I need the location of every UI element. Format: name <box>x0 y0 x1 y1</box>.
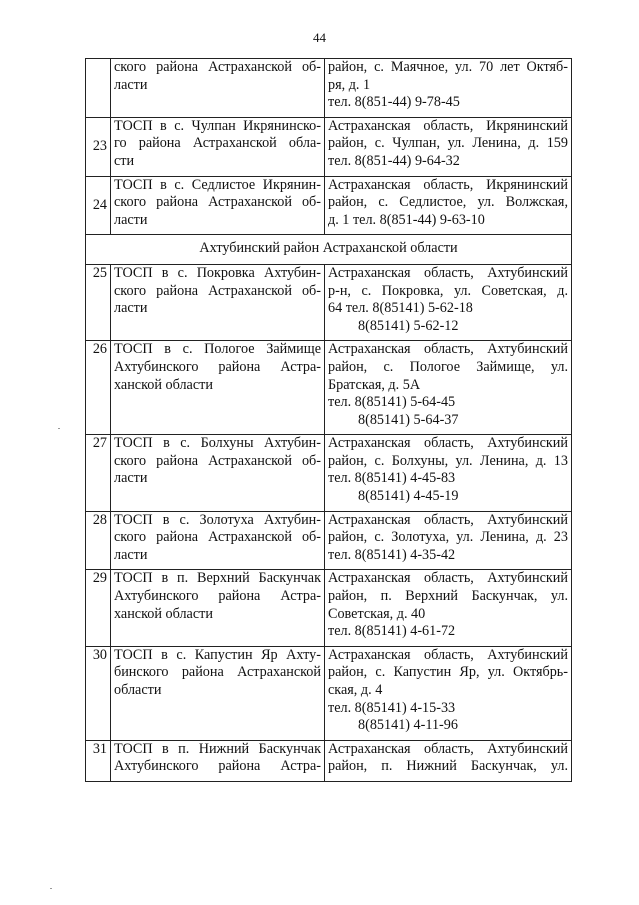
address-line: тел. 8(85141) 4-61-72 <box>328 623 456 640</box>
name-line: ского района Астраханской об- <box>114 529 321 546</box>
address-line: район, с. Золотуха, ул. Ленина, д. 23 <box>328 529 568 546</box>
address-line: Астраханская область, Ахтубинский <box>328 570 568 587</box>
table-row <box>86 117 572 176</box>
name-line: ТОСП в с. Капустин Яр Ахту- <box>114 646 321 663</box>
organization-name <box>111 117 325 176</box>
name-line: ласти <box>114 211 148 228</box>
address-line: ря, д. 1 <box>328 76 371 93</box>
address-line: 8(85141) 4-11-96 <box>358 717 458 734</box>
address-line: р-н, с. Покровка, ул. Советская, д. <box>328 282 568 299</box>
address-line: тел. 8(85141) 4-15-33 <box>328 699 456 716</box>
address-line: район, с. Маячное, ул. 70 лет Октяб- <box>328 59 568 75</box>
organization-name <box>111 341 325 435</box>
row-number <box>86 59 111 118</box>
name-line: ласти <box>114 470 148 487</box>
name-line: ского района Астраханской об- <box>114 282 321 299</box>
name-line: Ахтубинского района Астра- <box>114 358 321 375</box>
name-line: ласти <box>114 76 148 93</box>
name-line: ТОСП в с. Покровка Ахтубин- <box>114 264 321 281</box>
organization-address <box>325 59 572 118</box>
address-line: д. 1 тел. 8(851-44) 9-63-10 <box>328 211 485 228</box>
address-line: район, п. Нижний Баскунчак, ул. <box>328 758 568 775</box>
table-row <box>86 740 572 781</box>
page-number: 44 <box>313 30 326 45</box>
row-number: 28 <box>86 511 111 570</box>
address-line: тел. 8(85141) 5-64-45 <box>328 394 456 411</box>
address-line: 8(85141) 5-62-12 <box>358 317 459 334</box>
address-line: район, п. Верхний Баскунчак, ул. <box>328 588 568 605</box>
name-line: ласти <box>114 300 148 317</box>
address-line: ская, д. 4 <box>328 682 383 698</box>
name-line: Ахтубинского района Астра- <box>114 758 321 775</box>
row-number: 23 <box>86 117 111 176</box>
address-line: 64 тел. 8(85141) 5-62-18 <box>328 300 473 317</box>
organization-name <box>111 59 325 118</box>
row-number: 25 <box>86 264 111 340</box>
organization-address <box>325 646 572 740</box>
organization-name <box>111 740 325 781</box>
address-line: тел. 8(85141) 4-45-83 <box>328 470 456 487</box>
name-line: ТОСП в с. Чулпан Икрянинско- <box>114 117 321 134</box>
address-line: тел. 8(85141) 4-35-42 <box>328 546 456 563</box>
organization-name <box>111 646 325 740</box>
address-line: Астраханская область, Ахтубинский <box>328 646 568 663</box>
address-line: тел. 8(851-44) 9-78-45 <box>328 94 460 111</box>
table-row <box>86 59 572 118</box>
organization-address <box>325 176 572 235</box>
name-line: ТОСП в с. Болхуны Ахтубин- <box>114 435 321 452</box>
name-line: ТОСП в с. Седлистое Икрянин- <box>114 176 321 193</box>
name-line: Ахтубинского района Астра- <box>114 588 321 605</box>
address-line: район, с. Болхуны, ул. Ленина, д. 13 <box>328 452 568 469</box>
address-line: Астраханская область, Икрянинский <box>328 176 568 193</box>
organization-address <box>325 435 572 511</box>
name-line: ского района Астраханской об- <box>114 452 321 469</box>
organization-address <box>325 511 572 570</box>
address-line: район, с. Пологое Займище, ул. <box>328 358 568 375</box>
section-title: Ахтубинский район Астраханской области <box>86 235 572 265</box>
organization-address <box>325 341 572 435</box>
name-line: области <box>114 682 162 698</box>
section-header-row <box>86 235 572 265</box>
address-line: район, с. Чулпан, ул. Ленина, д. 159 <box>328 135 568 152</box>
table-row <box>86 435 572 511</box>
name-line: ского района Астраханской об- <box>114 59 321 75</box>
address-line: Астраханская область, Ахтубинский <box>328 341 568 358</box>
table-row <box>86 570 572 646</box>
address-line: Астраханская область, Ахтубинский <box>328 740 568 757</box>
address-line: 8(85141) 5-64-37 <box>358 411 459 428</box>
row-number: 26 <box>86 341 111 435</box>
organization-name <box>111 511 325 570</box>
address-line: Астраханская область, Ахтубинский <box>328 264 568 281</box>
row-number: 27 <box>86 435 111 511</box>
name-line: ТОСП в п. Нижний Баскунчак <box>114 740 321 757</box>
organization-address <box>325 117 572 176</box>
name-line: ТОСП в с. Золотуха Ахтубин- <box>114 511 321 528</box>
name-line: ханской области <box>114 605 213 622</box>
organization-name <box>111 176 325 235</box>
organization-name <box>111 264 325 340</box>
name-line: ского района Астраханской об- <box>114 194 321 211</box>
address-line: Советская, д. 40 <box>328 605 426 622</box>
name-line: ханской области <box>114 376 213 393</box>
name-line: го района Астраханской обла- <box>114 135 321 152</box>
name-line: ТОСП в п. Верхний Баскунчак <box>114 570 321 587</box>
organization-name <box>111 570 325 646</box>
row-number: 24 <box>86 176 111 235</box>
row-number: 30 <box>86 646 111 740</box>
table-row <box>86 176 572 235</box>
name-line: сти <box>114 152 135 169</box>
name-line: ТОСП в с. Пологое Займище <box>114 341 321 358</box>
organization-address <box>325 570 572 646</box>
row-number: 31 <box>86 740 111 781</box>
scan-speck <box>58 428 60 429</box>
address-line: Астраханская область, Икрянинский <box>328 117 568 134</box>
name-line: ласти <box>114 546 148 563</box>
table-row <box>86 341 572 435</box>
table-row <box>86 646 572 740</box>
address-line: 8(85141) 4-45-19 <box>358 488 459 505</box>
address-line: район, с. Седлистое, ул. Волжская, <box>328 194 568 211</box>
table-row <box>86 511 572 570</box>
organization-name <box>111 435 325 511</box>
scan-speck <box>50 888 52 889</box>
row-number: 29 <box>86 570 111 646</box>
organization-address <box>325 740 572 781</box>
address-line: тел. 8(851-44) 9-64-32 <box>328 152 460 169</box>
organization-address <box>325 264 572 340</box>
address-line: Астраханская область, Ахтубинский <box>328 511 568 528</box>
address-line: Братская, д. 5А <box>328 376 421 393</box>
name-line: бинского района Астраханской <box>114 664 321 681</box>
address-line: район, с. Капустин Яр, ул. Октябрь- <box>328 664 568 681</box>
address-line: Астраханская область, Ахтубинский <box>328 435 568 452</box>
table-row <box>86 264 572 340</box>
organizations-table <box>85 58 572 782</box>
